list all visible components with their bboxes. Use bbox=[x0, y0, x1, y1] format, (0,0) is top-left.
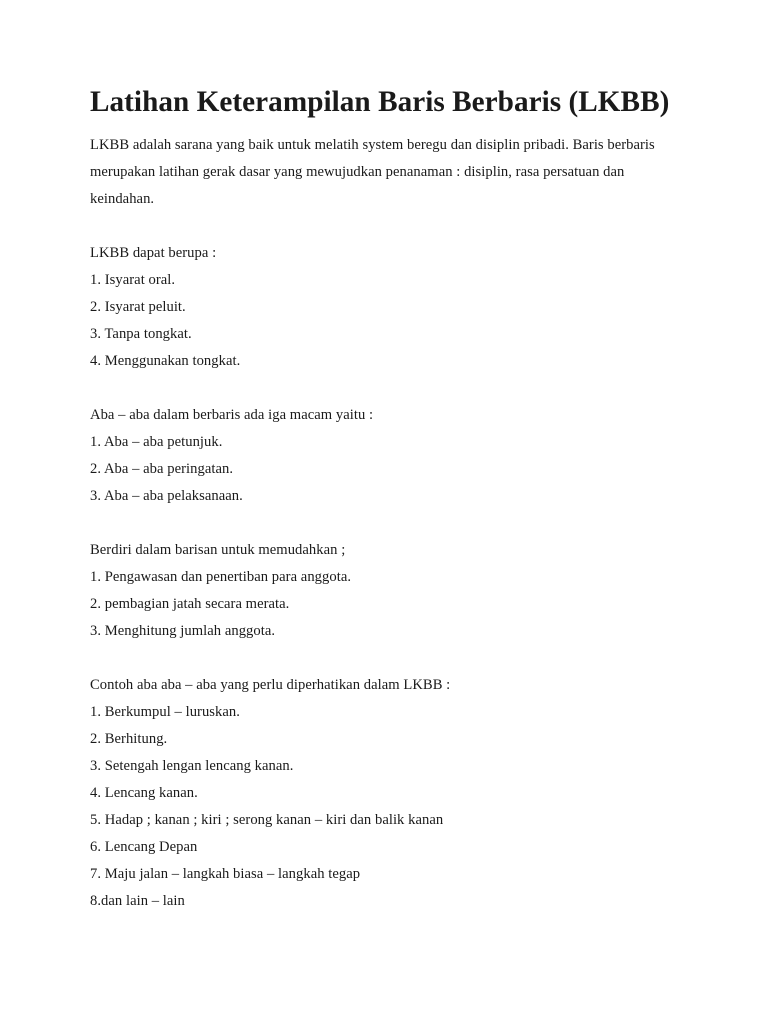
list-item: 2. pembagian jatah secara merata. bbox=[90, 596, 290, 612]
intro-line: merupakan latihan gerak dasar yang mewujudkan penanaman : disiplin, rasa persatuan dan bbox=[90, 164, 625, 180]
section-command-examples bbox=[90, 672, 690, 915]
section-heading: LKBB dapat berupa : bbox=[90, 245, 217, 261]
list-item: 2. Berhitung. bbox=[90, 731, 168, 747]
list-item: 4. Lencang kanan. bbox=[90, 785, 198, 801]
document-title: Latihan Keterampilan Baris Berbaris (LKBB) bbox=[90, 86, 670, 118]
section-heading: Berdiri dalam barisan untuk memudahkan ; bbox=[90, 542, 346, 558]
document-page bbox=[90, 86, 690, 915]
section-heading: Aba – aba dalam berbaris ada iga macam yaitu : bbox=[90, 407, 374, 423]
section-heading: Contoh aba aba – aba yang perlu diperhatikan dalam LKBB : bbox=[90, 677, 451, 693]
list-item: 6. Lencang Depan bbox=[90, 839, 198, 855]
intro-line: keindahan. bbox=[90, 191, 155, 207]
list-item: 4. Menggunakan tongkat. bbox=[90, 353, 241, 369]
list-item: 1. Aba – aba petunjuk. bbox=[90, 434, 223, 450]
list-item: 2. Isyarat peluit. bbox=[90, 299, 186, 315]
list-item: 3. Aba – aba pelaksanaan. bbox=[90, 488, 243, 504]
spacer bbox=[90, 213, 690, 240]
list-item: 3. Tanpa tongkat. bbox=[90, 326, 192, 342]
list-item: 8.dan lain – lain bbox=[90, 893, 185, 909]
intro-paragraph bbox=[90, 132, 690, 213]
list-item: 1. Isyarat oral. bbox=[90, 272, 176, 288]
list-item: 1. Pengawasan dan penertiban para anggota. bbox=[90, 569, 352, 585]
section-aba-aba-types bbox=[90, 402, 690, 510]
list-item: 3. Setengah lengan lencang kanan. bbox=[90, 758, 294, 774]
section-lkbb-types bbox=[90, 240, 690, 375]
list-item: 1. Berkumpul – luruskan. bbox=[90, 704, 240, 720]
list-item: 3. Menghitung jumlah anggota. bbox=[90, 623, 276, 639]
spacer bbox=[90, 510, 690, 537]
spacer bbox=[90, 645, 690, 672]
intro-line: LKBB adalah sarana yang baik untuk melatih system beregu dan disiplin pribadi. Baris berbaris bbox=[90, 137, 655, 153]
section-standing-purpose bbox=[90, 537, 690, 645]
list-item: 2. Aba – aba peringatan. bbox=[90, 461, 234, 477]
list-item: 5. Hadap ; kanan ; kiri ; serong kanan – kiri dan balik kanan bbox=[90, 812, 444, 828]
spacer bbox=[90, 375, 690, 402]
list-item: 7. Maju jalan – langkah biasa – langkah tegap bbox=[90, 866, 361, 882]
